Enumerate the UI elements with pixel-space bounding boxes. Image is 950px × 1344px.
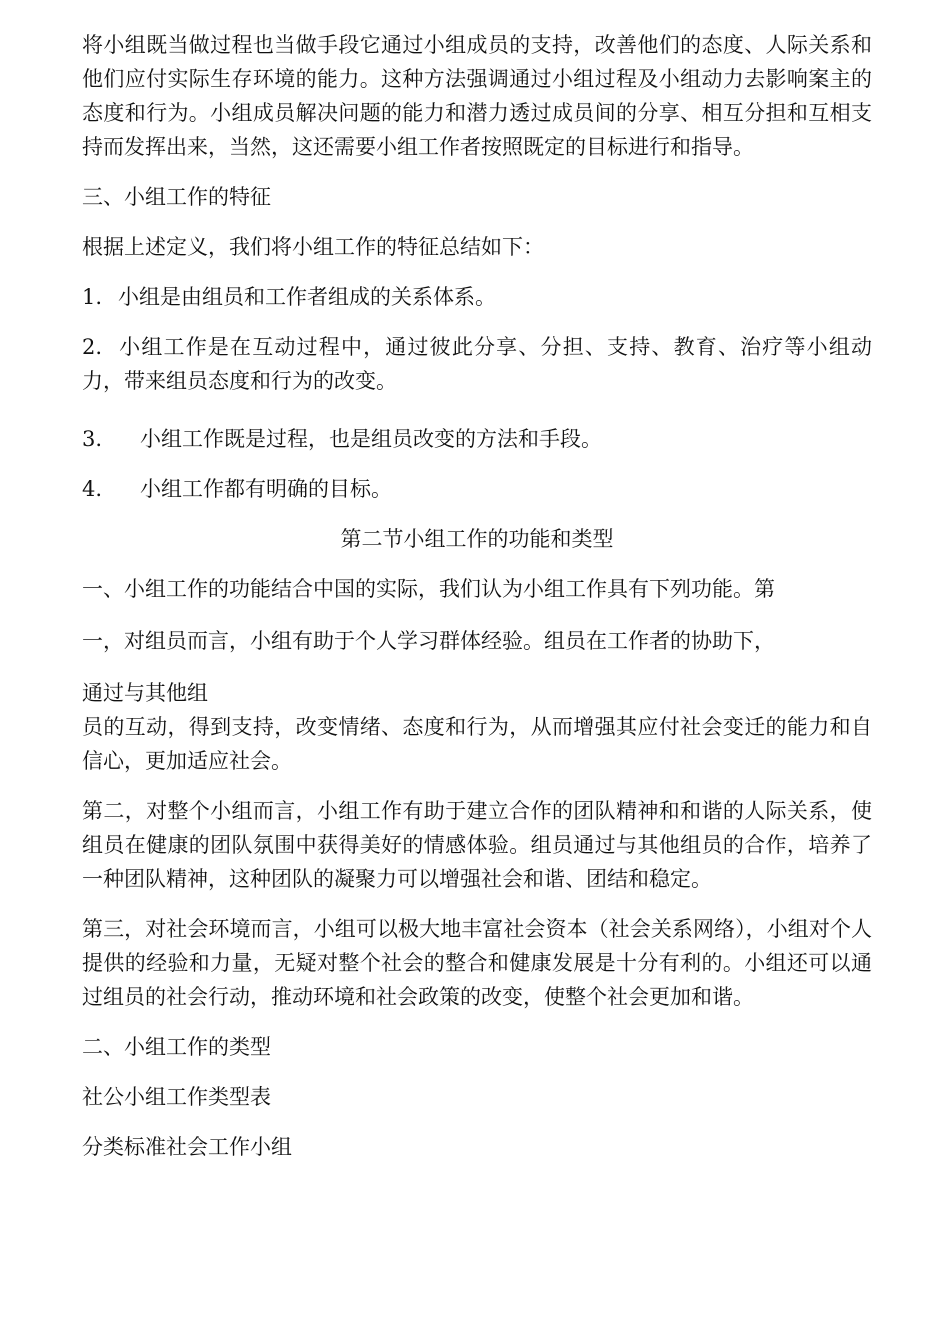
functions-paragraph-1: 员的互动，得到支持，改变情绪、态度和行为，从而增强其应付社会变迁的能力和自信心，更加适应社会。 [82,715,872,773]
feature-item-2 [82,330,872,398]
feature-item-4 [82,472,872,506]
feature-number: 4. [82,477,103,501]
functions-line-2: 一，对组员而言，小组有助于个人学习群体经验。组员在工作者的协助下， [82,629,775,653]
section-title: 第二节小组工作的功能和类型 [340,527,614,551]
feature-text: 小组工作都有明确的目标。 [140,477,392,501]
feature-item-3 [82,422,872,456]
heading-types: 二、小组工作的类型 [82,1035,271,1059]
feature-number: 1. [82,285,103,309]
functions-paragraph-3: 第三，对社会环境而言，小组可以极大地丰富社会资本（社会关系网络），小组对个人提供的经验和力量，无疑对整个社会的整合和健康发展是十分有利的。小组还可以通过组员的社会行动，推动环境和社会政策的改变，使整个社会更加和谐。 [82,917,872,1009]
features-lead: 根据上述定义，我们将小组工作的特征总结如下： [82,235,544,259]
feature-text: 小组是由组员和工作者组成的关系体系。 [118,285,496,309]
table-header: 分类标准社会工作小组 [82,1135,292,1159]
functions-paragraph-2: 第二，对整个小组而言，小组工作有助于建立合作的团队精神和和谐的人际关系，使组员在健康的团队氛围中获得美好的情感体验。组员通过与其他组员的合作，培养了一种团队精神，这种团队的凝聚力可以增强社会和谐、团结和稳定。 [82,799,872,891]
feature-text: 小组工作是在互动过程中，通过彼此分享、分担、支持、教育、治疗等小组动力，带来组员态度和行为的改变。 [82,335,872,393]
table-title: 社公小组工作类型表 [82,1085,271,1109]
document-page [82,28,872,1164]
functions-line-3: 通过与其他组 [82,681,208,705]
functions-line-1: 一、小组工作的功能结合中国的实际，我们认为小组工作具有下列功能。第 [82,577,775,601]
feature-item-1 [82,280,872,314]
feature-number: 2. [82,335,103,359]
feature-number: 3. [82,427,103,451]
feature-text: 小组工作既是过程，也是组员改变的方法和手段。 [140,427,602,451]
heading-features: 三、小组工作的特征 [82,185,271,209]
intro-paragraph: 将小组既当做过程也当做手段它通过小组成员的支持，改善他们的态度、人际关系和他们应付实际生存环境的能力。这种方法强调通过小组过程及小组动力去影响案主的态度和行为。小组成员解决问题的能力和潜力透过成员间的分享、相互分担和互相支持而发挥出来，当然，这还需要小组工作者按照既定的目标进行和指导。 [82,33,872,159]
